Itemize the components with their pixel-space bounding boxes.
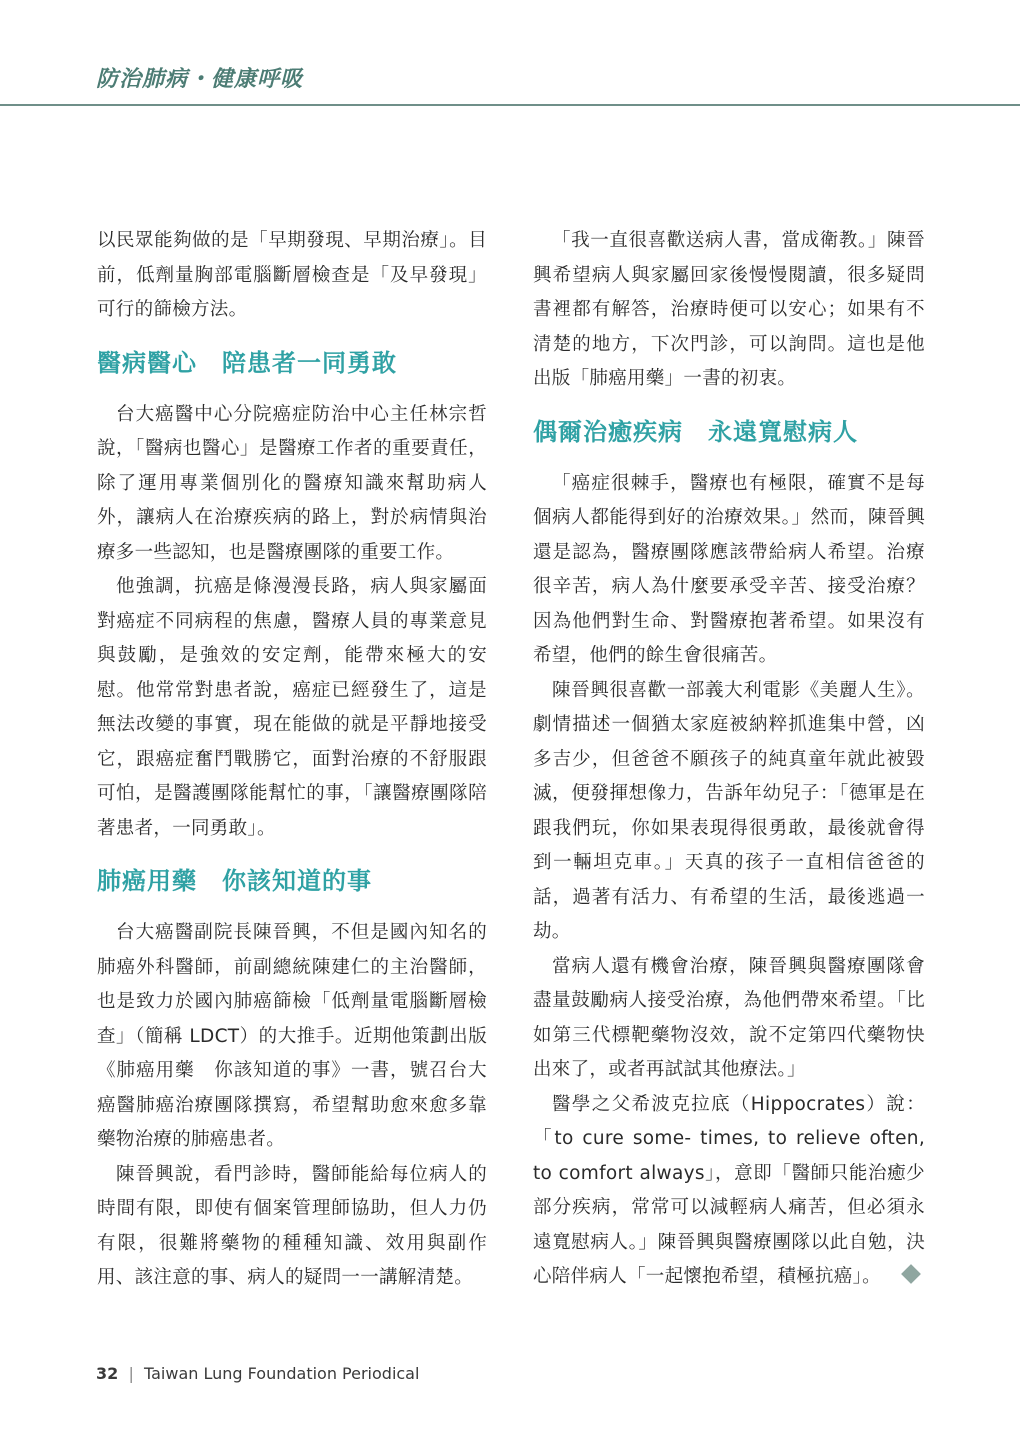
paragraph: 台大癌醫中心分院癌症防治中心主任林宗哲說，「醫病也醫心」是醫療工作者的重要責任，除了運用專業個別化的醫療知識來幫助病人外，讓病人在治療疾病的路上，對於病情與治療多一些認知，也是醫療團隊的重要工作。 <box>97 403 487 563</box>
paragraph: 當病人還有機會治療，陳晉興與醫療團隊會盡量鼓勵病人接受治療，為他們帶來希望。「比如第三代標靶藥物沒效，說不定第四代藥物快出來了，或者再試試其他療法。」 <box>533 955 925 1080</box>
publication-name: Taiwan Lung Foundation Periodical <box>144 1364 420 1383</box>
right-column <box>533 224 925 1295</box>
footer-separator: | <box>128 1364 134 1383</box>
paragraph: 他強調，抗癌是條漫漫長路，病人與家屬面對癌症不同病程的焦慮，醫療人員的專業意見與鼓勵，是強效的安定劑，能帶來極大的安慰。他常常對患者說，癌症已經發生了，這是無法改變的事實，現在能做的就是平靜地接受它，跟癌症奮鬥戰勝它，面對治療的不舒服跟可怕，是醫護團隊能幫忙的事，「讓醫療團隊陪著患者，一同勇敢」。 <box>97 576 487 839</box>
left-column <box>97 224 487 1296</box>
section-title: 防治肺病・健康呼吸 <box>96 66 304 92</box>
paragraph: 醫學之父希波克拉底（Hippocrates）說：「to cure some- times, to relieve often, to comfort always」，意即「醫師只能治癒少部分疾病，常常可以減輕病人痛苦，但必須永遠寬慰病人。」陳晉興與醫療團隊以此自勉，決心陪伴病人「一起懷抱希望，積極抗癌」。 <box>533 1093 925 1287</box>
page-header <box>0 0 1020 106</box>
page-footer <box>96 1364 419 1383</box>
paragraph: 陳晉興說，看門診時，醫師能給每位病人的時間有限，即使有個案管理師協助，但人力仍有限，很難將藥物的種種知識、效用與副作用、該注意的事、病人的疑問一一講解清楚。 <box>97 1163 487 1288</box>
subheading: 肺癌用藥 你該知道的事 <box>97 867 372 895</box>
paragraph: 陳晉興很喜歡一部義大利電影《美麗人生》。劇情描述一個猶太家庭被納粹抓進集中營，凶多吉少，但爸爸不願孩子的純真童年就此被毀滅，便發揮想像力，告訴年幼兒子：「德軍是在跟我們玩，你如果表現得很勇敢，最後就會得到一輛坦克車。」天真的孩子一直相信爸爸的話，過著有活力、有希望的生活，最後逃過一劫。 <box>533 679 925 942</box>
subheading: 醫病醫心 陪患者一同勇敢 <box>97 348 397 377</box>
paragraph: 以民眾能夠做的是「早期發現、早期治療」。目前，低劑量胸部電腦斷層檢查是「及早發現」可行的篩檢方法。 <box>97 230 487 320</box>
header-divider <box>0 104 1020 106</box>
subheading: 偶爾治癒疾病 永遠寬慰病人 <box>533 417 858 446</box>
page-number: 32 <box>96 1364 119 1383</box>
paragraph: 「癌症很棘手，醫療也有極限，確實不是每個病人都能得到好的治療效果。」然而，陳晉興還是認為，醫療團隊應該帶給病人希望。治療很辛苦，病人為什麼要承受辛苦、接受治療？因為他們對生命、對醫療抱著希望。如果沒有希望，他們的餘生會很痛苦。 <box>533 472 925 666</box>
paragraph: 台大癌醫副院長陳晉興，不但是國內知名的肺癌外科醫師，前副總統陳建仁的主治醫師，也是致力於國內肺癌篩檢「低劑量電腦斷層檢查」（簡稱 LDCT）的大推手。近期他策劃出版《肺癌用藥 你該知道的事》一書，號召台大癌醫肺癌治療團隊撰寫，希望幫助愈來愈多靠藥物治療的肺癌患者。 <box>97 922 487 1150</box>
paragraph: 「我一直很喜歡送病人書，當成衛教。」陳晉興希望病人與家屬回家後慢慢閱讀，很多疑問書裡都有解答，治療時便可以安心；如果有不清楚的地方，下次門診，可以詢問。這也是他出版「肺癌用藥」一書的初衷。 <box>533 230 925 389</box>
